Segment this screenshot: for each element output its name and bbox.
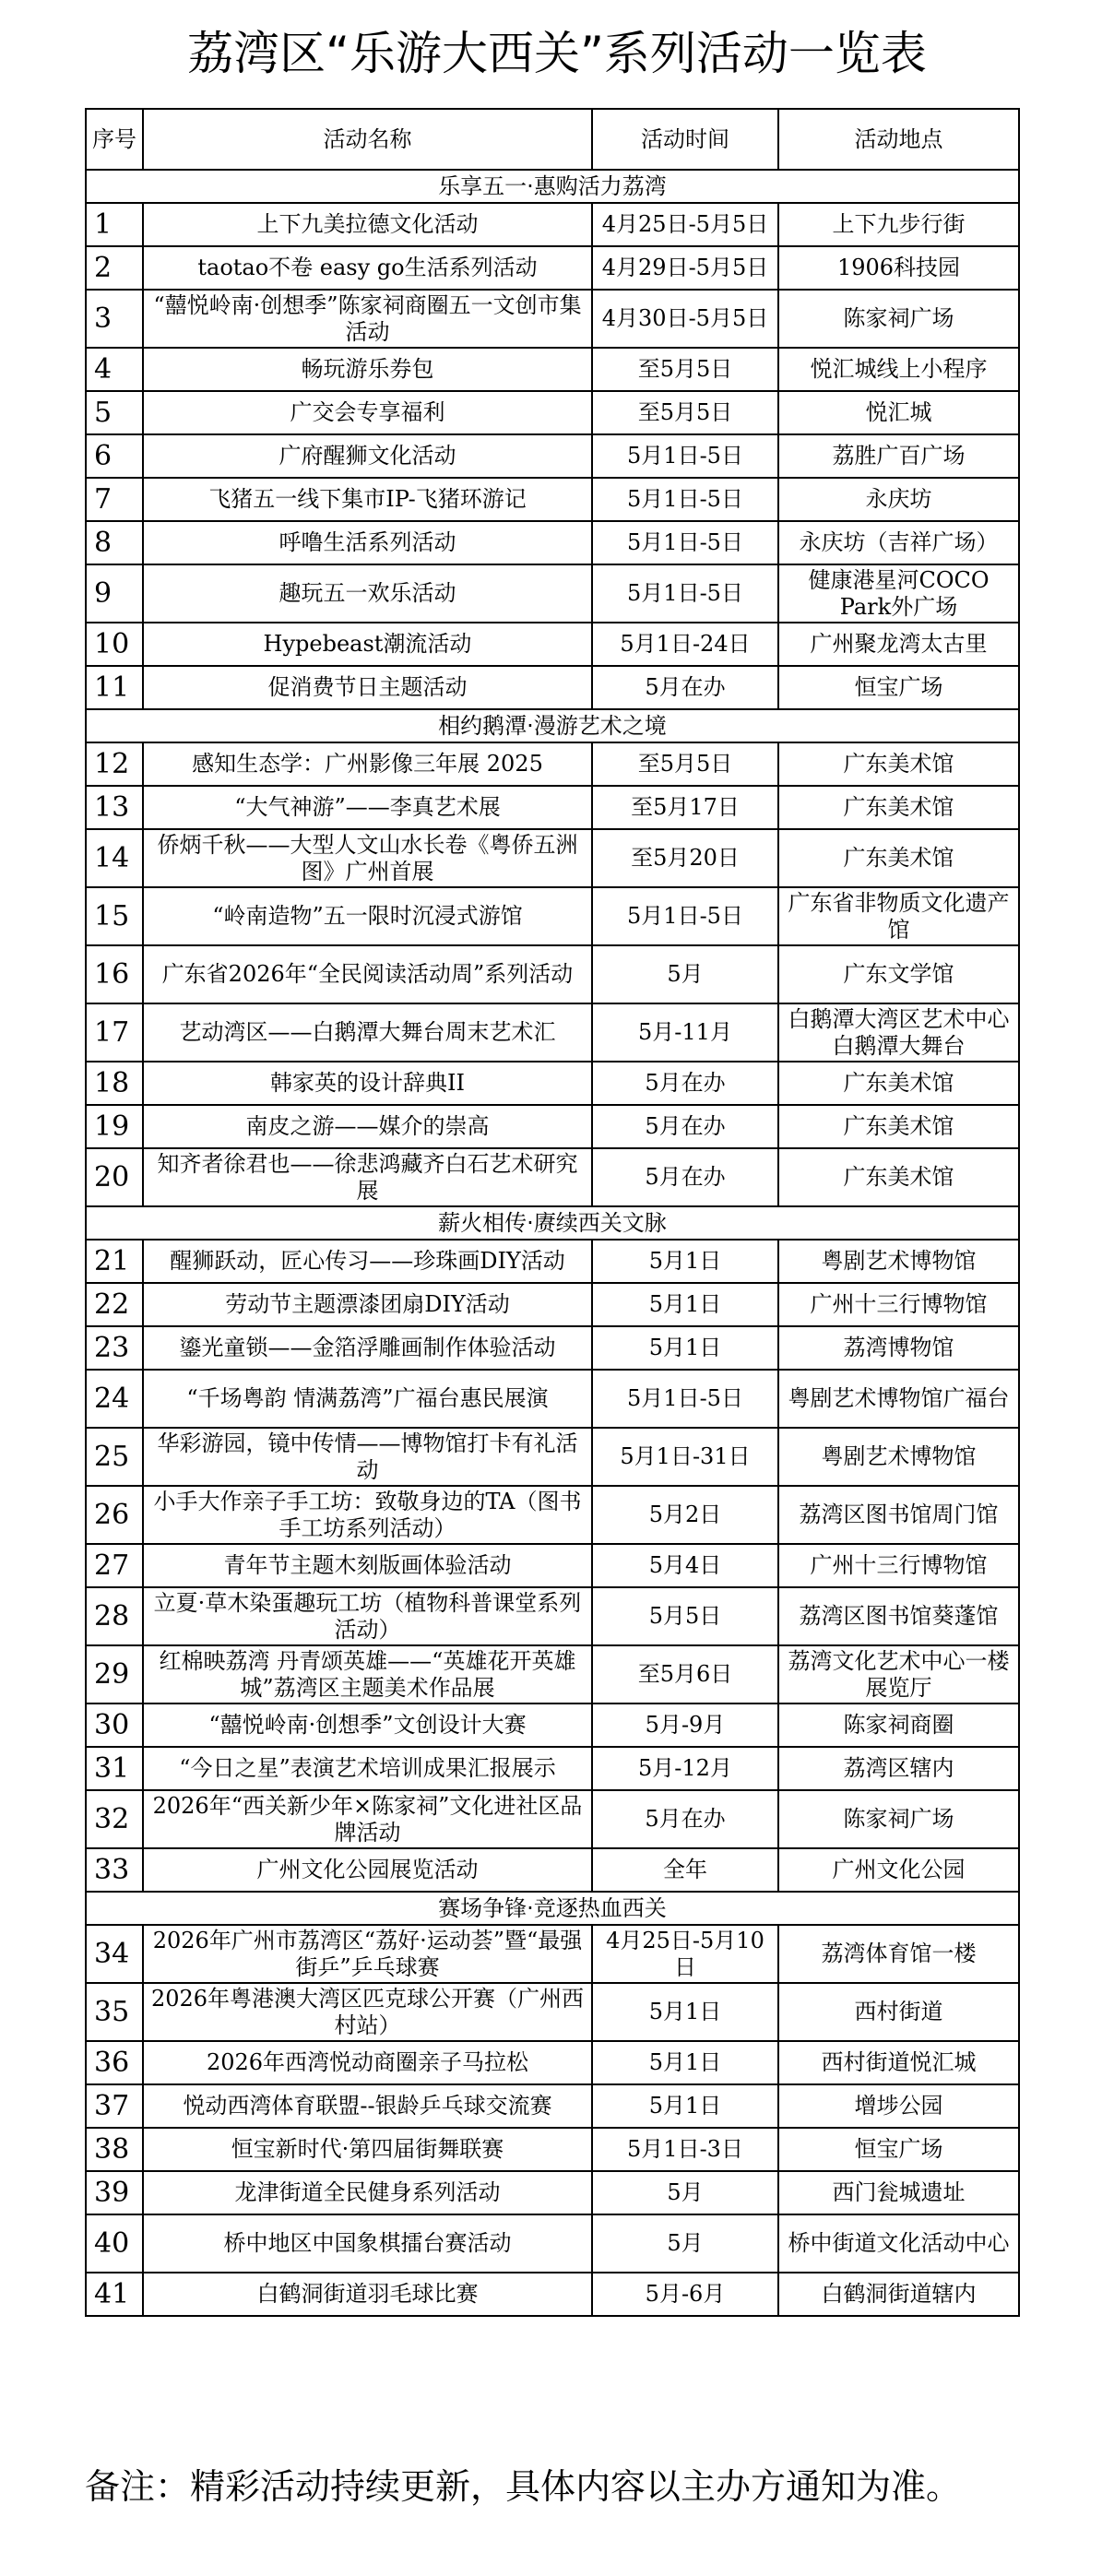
- row-index: 21: [86, 1240, 143, 1283]
- activity-name: 2026年广州市荔湾区“荔好·运动荟”暨“最强街乒”乒乓球赛: [143, 1925, 592, 1983]
- row-index: 28: [86, 1587, 143, 1645]
- activity-name: “大气神游”——李真艺术展: [143, 786, 592, 829]
- row-index: 14: [86, 829, 143, 887]
- activity-name: 上下九美拉德文化活动: [143, 203, 592, 246]
- activity-place: 西村街道: [778, 1983, 1019, 2041]
- activity-time: 5月1日-5日: [592, 564, 778, 623]
- table-row: [86, 521, 1019, 564]
- table-row: [86, 887, 1019, 945]
- activity-name: “千场粤韵 情满荔湾”广福台惠民展演: [143, 1370, 592, 1428]
- activity-place: 陈家祠广场: [778, 290, 1019, 348]
- activity-time: 5月-9月: [592, 1703, 778, 1747]
- activity-name: 小手大作亲子手工坊：致敬身边的TA（图书手工坊系列活动）: [143, 1486, 592, 1544]
- activity-place: 广州十三行博物馆: [778, 1544, 1019, 1587]
- activity-name: “岭南造物”五一限时沉浸式游馆: [143, 887, 592, 945]
- activity-time: 全年: [592, 1848, 778, 1892]
- row-index: 35: [86, 1983, 143, 2041]
- activity-time: 5月在办: [592, 666, 778, 709]
- row-index: 31: [86, 1747, 143, 1790]
- activity-time: 5月在办: [592, 1062, 778, 1105]
- row-index: 34: [86, 1925, 143, 1983]
- row-index: 26: [86, 1486, 143, 1544]
- table-row: [86, 1003, 1019, 1062]
- activity-name: “今日之星”表演艺术培训成果汇报展示: [143, 1747, 592, 1790]
- row-index: 7: [86, 478, 143, 521]
- activity-name: “囍悦岭南·创想季”陈家祠商圈五一文创市集活动: [143, 290, 592, 348]
- activity-time: 5月5日: [592, 1587, 778, 1645]
- activity-place: 粤剧艺术博物馆: [778, 1240, 1019, 1283]
- row-index: 17: [86, 1003, 143, 1062]
- row-index: 36: [86, 2041, 143, 2084]
- row-index: 13: [86, 786, 143, 829]
- row-index: 41: [86, 2273, 143, 2316]
- activity-name: Hypebeast潮流活动: [143, 623, 592, 666]
- activity-name: 广交会专享福利: [143, 391, 592, 434]
- activity-place: 粤剧艺术博物馆广福台: [778, 1370, 1019, 1428]
- activity-name: “囍悦岭南·创想季”文创设计大赛: [143, 1703, 592, 1747]
- footnote: 备注：精彩活动持续更新，具体内容以主办方通知为准。: [85, 2466, 962, 2507]
- activity-time: 5月1日-31日: [592, 1428, 778, 1486]
- activity-name: 龙津街道全民健身系列活动: [143, 2171, 592, 2214]
- activity-name: 艺动湾区——白鹅潭大舞台周末艺术汇: [143, 1003, 592, 1062]
- table-row: [86, 1240, 1019, 1283]
- table-row: [86, 1428, 1019, 1486]
- activity-name: 桥中地区中国象棋擂台赛活动: [143, 2214, 592, 2273]
- row-index: 38: [86, 2128, 143, 2171]
- activity-place: 悦汇城: [778, 391, 1019, 434]
- activity-name: taotao不卷 easy go生活系列活动: [143, 246, 592, 290]
- row-index: 24: [86, 1370, 143, 1428]
- activity-name: 2026年“西关新少年×陈家祠”文化进社区品牌活动: [143, 1790, 592, 1848]
- row-index: 8: [86, 521, 143, 564]
- activity-place: 荔湾文化艺术中心一楼展览厅: [778, 1645, 1019, 1703]
- row-index: 2: [86, 246, 143, 290]
- activity-time: 5月1日: [592, 2084, 778, 2128]
- activity-name: 广州文化公园展览活动: [143, 1848, 592, 1892]
- activity-place: 陈家祠广场: [778, 1790, 1019, 1848]
- activity-name: 2026年粤港澳大湾区匹克球公开赛（广州西村站）: [143, 1983, 592, 2041]
- activity-time: 至5月5日: [592, 348, 778, 391]
- activity-place: 永庆坊（吉祥广场）: [778, 521, 1019, 564]
- row-index: 25: [86, 1428, 143, 1486]
- table-body: [86, 170, 1019, 2316]
- table-row: [86, 290, 1019, 348]
- activity-time: 5月2日: [592, 1486, 778, 1544]
- row-index: 6: [86, 434, 143, 478]
- activity-name: 红棉映荔湾 丹青颂英雄——“英雄花开英雄城”荔湾区主题美术作品展: [143, 1645, 592, 1703]
- table-row: [86, 391, 1019, 434]
- activity-name: 侨炳千秋——大型人文山水长卷《粤侨五洲图》广州首展: [143, 829, 592, 887]
- activity-time: 5月1日-5日: [592, 521, 778, 564]
- row-index: 22: [86, 1283, 143, 1326]
- table-row: [86, 1848, 1019, 1892]
- activity-name: 飞猪五一线下集市IP-飞猪环游记: [143, 478, 592, 521]
- activity-place: 广东文学馆: [778, 945, 1019, 1003]
- activity-name: 2026年西湾悦动商圈亲子马拉松: [143, 2041, 592, 2084]
- section-title: 薪火相传·赓续西关文脉: [86, 1206, 1019, 1240]
- activity-name: 广东省2026年“全民阅读活动周”系列活动: [143, 945, 592, 1003]
- activity-time: 4月29日-5月5日: [592, 246, 778, 290]
- table-row: [86, 666, 1019, 709]
- row-index: 19: [86, 1105, 143, 1148]
- table-row: [86, 246, 1019, 290]
- table-row: [86, 1645, 1019, 1703]
- row-index: 9: [86, 564, 143, 623]
- table-row: [86, 945, 1019, 1003]
- table-row: [86, 1925, 1019, 1983]
- activity-place: 西村街道悦汇城: [778, 2041, 1019, 2084]
- activity-name: 悦动西湾体育联盟--银龄乒乓球交流赛: [143, 2084, 592, 2128]
- table-row: [86, 623, 1019, 666]
- activity-place: 广东美术馆: [778, 1148, 1019, 1206]
- activity-time: 5月在办: [592, 1148, 778, 1206]
- activity-place: 西门瓮城遗址: [778, 2171, 1019, 2214]
- activity-time: 5月在办: [592, 1105, 778, 1148]
- table-row: [86, 478, 1019, 521]
- row-index: 1: [86, 203, 143, 246]
- row-index: 33: [86, 1848, 143, 1892]
- activity-place: 广东美术馆: [778, 742, 1019, 786]
- activity-time: 5月1日: [592, 1326, 778, 1370]
- section-title: 赛场争锋·竞逐热血西关: [86, 1892, 1019, 1925]
- activity-time: 5月-12月: [592, 1747, 778, 1790]
- activity-place: 广东美术馆: [778, 786, 1019, 829]
- activity-place: 悦汇城线上小程序: [778, 348, 1019, 391]
- activity-place: 1906科技园: [778, 246, 1019, 290]
- table-row: [86, 1790, 1019, 1848]
- activity-time: 5月1日: [592, 1983, 778, 2041]
- activity-time: 5月: [592, 945, 778, 1003]
- activity-place: 荔湾体育馆一楼: [778, 1925, 1019, 1983]
- table-row: [86, 1587, 1019, 1645]
- activity-place: 荔湾区图书馆葵蓬馆: [778, 1587, 1019, 1645]
- row-index: 20: [86, 1148, 143, 1206]
- activity-place: 永庆坊: [778, 478, 1019, 521]
- activity-time: 5月1日-5日: [592, 1370, 778, 1428]
- activity-time: 4月30日-5月5日: [592, 290, 778, 348]
- activity-name: 促消费节日主题活动: [143, 666, 592, 709]
- activity-name: 华彩游园，镜中传情——博物馆打卡有礼活动: [143, 1428, 592, 1486]
- row-index: 23: [86, 1326, 143, 1370]
- activity-time: 至5月6日: [592, 1645, 778, 1703]
- activity-place: 恒宝广场: [778, 666, 1019, 709]
- activity-time: 4月25日-5月10日: [592, 1925, 778, 1983]
- header-name: 活动名称: [143, 109, 592, 170]
- page-title: 荔湾区“乐游大西关”系列活动一览表: [187, 27, 927, 80]
- activity-time: 至5月5日: [592, 742, 778, 786]
- section-row: [86, 709, 1019, 742]
- row-index: 3: [86, 290, 143, 348]
- activity-name: 青年节主题木刻版画体验活动: [143, 1544, 592, 1587]
- row-index: 37: [86, 2084, 143, 2128]
- activity-time: 5月-6月: [592, 2273, 778, 2316]
- table-row: [86, 1326, 1019, 1370]
- activity-place: 健康港星河COCO Park外广场: [778, 564, 1019, 623]
- activity-place: 粤剧艺术博物馆: [778, 1428, 1019, 1486]
- table-row: [86, 1983, 1019, 2041]
- table-row: [86, 742, 1019, 786]
- activity-name: 呼噜生活系列活动: [143, 521, 592, 564]
- activity-place: 广东美术馆: [778, 1105, 1019, 1148]
- activity-time: 5月1日-5日: [592, 478, 778, 521]
- activity-time: 5月1日: [592, 2041, 778, 2084]
- activity-time: 5月: [592, 2214, 778, 2273]
- activity-name: 感知生态学：广州影像三年展 2025: [143, 742, 592, 786]
- activity-name: 畅玩游乐券包: [143, 348, 592, 391]
- activity-place: 荔湾博物馆: [778, 1326, 1019, 1370]
- row-index: 27: [86, 1544, 143, 1587]
- activity-place: 白鹅潭大湾区艺术中心白鹅潭大舞台: [778, 1003, 1019, 1062]
- activity-time: 5月1日-3日: [592, 2128, 778, 2171]
- activity-place: 广东美术馆: [778, 1062, 1019, 1105]
- section-title: 相约鹅潭·漫游艺术之境: [86, 709, 1019, 742]
- row-index: 32: [86, 1790, 143, 1848]
- activity-time: 5月4日: [592, 1544, 778, 1587]
- activity-time: 5月1日-24日: [592, 623, 778, 666]
- table-row: [86, 1703, 1019, 1747]
- section-row: [86, 1892, 1019, 1925]
- row-index: 30: [86, 1703, 143, 1747]
- activity-time: 至5月5日: [592, 391, 778, 434]
- activity-place: 上下九步行街: [778, 203, 1019, 246]
- activity-name: 恒宝新时代·第四届街舞联赛: [143, 2128, 592, 2171]
- activity-place: 广州聚龙湾太古里: [778, 623, 1019, 666]
- activity-name: 韩家英的设计辞典II: [143, 1062, 592, 1105]
- activity-place: 广州文化公园: [778, 1848, 1019, 1892]
- activity-name: 白鹤洞街道羽毛球比赛: [143, 2273, 592, 2316]
- row-index: 15: [86, 887, 143, 945]
- table-row: [86, 564, 1019, 623]
- section-row: [86, 170, 1019, 203]
- header-index: 序号: [86, 109, 143, 170]
- row-index: 18: [86, 1062, 143, 1105]
- activity-table: [85, 108, 1020, 2317]
- activity-name: 广府醒狮文化活动: [143, 434, 592, 478]
- table-row: [86, 1283, 1019, 1326]
- activity-name: 趣玩五一欢乐活动: [143, 564, 592, 623]
- table-row: [86, 1486, 1019, 1544]
- table-row: [86, 2273, 1019, 2316]
- row-index: 16: [86, 945, 143, 1003]
- table-row: [86, 1148, 1019, 1206]
- row-index: 10: [86, 623, 143, 666]
- activity-time: 5月1日-5日: [592, 887, 778, 945]
- table-row: [86, 203, 1019, 246]
- activity-place: 荔湾区辖内: [778, 1747, 1019, 1790]
- activity-name: 知齐者徐君也——徐悲鸿藏齐白石艺术研究展: [143, 1148, 592, 1206]
- activity-place: 恒宝广场: [778, 2128, 1019, 2171]
- activity-name: 劳动节主题漂漆团扇DIY活动: [143, 1283, 592, 1326]
- activity-name: 醒狮跃动，匠心传习——珍珠画DIY活动: [143, 1240, 592, 1283]
- table-row: [86, 1062, 1019, 1105]
- row-index: 12: [86, 742, 143, 786]
- activity-place: 广州十三行博物馆: [778, 1283, 1019, 1326]
- table-row: [86, 786, 1019, 829]
- table-row: [86, 2041, 1019, 2084]
- activity-place: 白鹤洞街道辖内: [778, 2273, 1019, 2316]
- row-index: 4: [86, 348, 143, 391]
- row-index: 29: [86, 1645, 143, 1703]
- header-row: [86, 109, 1019, 170]
- activity-time: 5月: [592, 2171, 778, 2214]
- activity-time: 5月1日: [592, 1283, 778, 1326]
- section-row: [86, 1206, 1019, 1240]
- activity-time: 至5月20日: [592, 829, 778, 887]
- activity-time: 4月25日-5月5日: [592, 203, 778, 246]
- table-row: [86, 1747, 1019, 1790]
- header-place: 活动地点: [778, 109, 1019, 170]
- section-title: 乐享五一·惠购活力荔湾: [86, 170, 1019, 203]
- row-index: 11: [86, 666, 143, 709]
- table-row: [86, 434, 1019, 478]
- activity-name: 南皮之游——媒介的崇高: [143, 1105, 592, 1148]
- row-index: 40: [86, 2214, 143, 2273]
- table-row: [86, 2214, 1019, 2273]
- table-row: [86, 1370, 1019, 1428]
- table-row: [86, 2084, 1019, 2128]
- activity-time: 至5月17日: [592, 786, 778, 829]
- table-row: [86, 1105, 1019, 1148]
- activity-place: 增埗公园: [778, 2084, 1019, 2128]
- activity-name: 鎏光童锁——金箔浮雕画制作体验活动: [143, 1326, 592, 1370]
- activity-time: 5月1日-5日: [592, 434, 778, 478]
- activity-place: 广东美术馆: [778, 829, 1019, 887]
- activity-time: 5月在办: [592, 1790, 778, 1848]
- activity-place: 桥中街道文化活动中心: [778, 2214, 1019, 2273]
- table-row: [86, 1544, 1019, 1587]
- header-time: 活动时间: [592, 109, 778, 170]
- row-index: 39: [86, 2171, 143, 2214]
- activity-place: 荔湾区图书馆周门馆: [778, 1486, 1019, 1544]
- activity-place: 荔胜广百广场: [778, 434, 1019, 478]
- activity-place: 广东省非物质文化遗产馆: [778, 887, 1019, 945]
- row-index: 5: [86, 391, 143, 434]
- activity-time: 5月-11月: [592, 1003, 778, 1062]
- table-row: [86, 348, 1019, 391]
- activity-place: 陈家祠商圈: [778, 1703, 1019, 1747]
- table-row: [86, 2171, 1019, 2214]
- table-row: [86, 829, 1019, 887]
- activity-name: 立夏·草木染蛋趣玩工坊（植物科普课堂系列活动）: [143, 1587, 592, 1645]
- activity-time: 5月1日: [592, 1240, 778, 1283]
- table-row: [86, 2128, 1019, 2171]
